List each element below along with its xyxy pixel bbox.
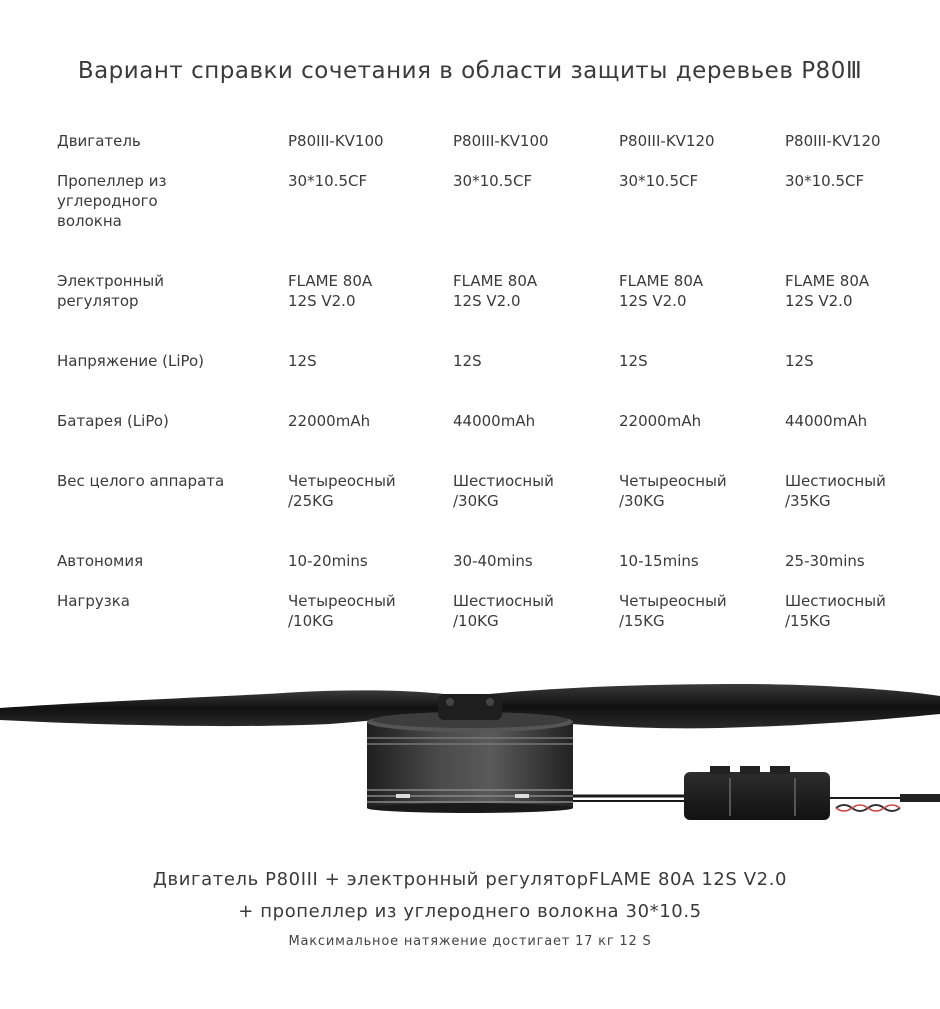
- table-cell: Четыреосный /30KG: [619, 472, 727, 510]
- table-cell: Четыреосный /25KG: [288, 472, 396, 510]
- table-cell: Шестиосный /10KG: [453, 592, 554, 630]
- table-cell: Четыреосный /15KG: [619, 592, 727, 630]
- table-cell: 12S: [619, 352, 648, 370]
- product-illustration: [0, 680, 940, 830]
- caption-line-3: Максимальное натяжение достигает 17 кг 12 S: [288, 934, 652, 949]
- row-label: Вес целого аппарата: [57, 472, 225, 490]
- row-label: Напряжение (LiPo): [57, 352, 205, 370]
- table-cell: Шестиосный /35KG: [785, 472, 886, 510]
- table-cell: 10-20mins: [288, 552, 368, 570]
- table-cell: P80III-KV120: [619, 132, 715, 150]
- table-cell: 30*10.5CF: [619, 172, 699, 190]
- table-cell: 44000mAh: [785, 412, 868, 430]
- product-image: [0, 680, 940, 830]
- caption-line-2: + пропеллер из углероднего волокна 30*10.5: [238, 901, 702, 922]
- table-cell: 30-40mins: [453, 552, 533, 570]
- page-title: Вариант справки сочетания в области защиты деревьев P80Ⅲ: [77, 58, 863, 84]
- row-label: Батарея (LiPo): [57, 412, 169, 430]
- row-label: Нагрузка: [57, 592, 130, 610]
- table-cell: 12S: [453, 352, 482, 370]
- table-cell: FLAME 80A 12S V2.0: [453, 272, 538, 310]
- table-cell: 22000mAh: [288, 412, 371, 430]
- row-label: Двигатель: [57, 132, 141, 150]
- table-cell: 25-30mins: [785, 552, 865, 570]
- table-cell: Четыреосный /10KG: [288, 592, 396, 630]
- table-cell: 30*10.5CF: [453, 172, 533, 190]
- table-cell: Шестиосный /15KG: [785, 592, 886, 630]
- table-cell: P80III-KV100: [288, 132, 384, 150]
- table-cell: 12S: [288, 352, 317, 370]
- table-cell: P80III-KV120: [785, 132, 881, 150]
- table-cell: 30*10.5CF: [288, 172, 368, 190]
- table-cell: 12S: [785, 352, 814, 370]
- table-cell: 22000mAh: [619, 412, 702, 430]
- esc-icon: [573, 766, 940, 820]
- caption-line-1: Двигатель P80III + электронный регуляторFLAME 80A 12S V2.0: [152, 869, 788, 890]
- table-cell: FLAME 80A 12S V2.0: [288, 272, 373, 310]
- table-cell: 30*10.5CF: [785, 172, 865, 190]
- table-cell: FLAME 80A 12S V2.0: [619, 272, 704, 310]
- row-label: Пропеллер из углеродного волокна: [57, 172, 167, 230]
- table-cell: 44000mAh: [453, 412, 536, 430]
- row-label: Автономия: [57, 552, 144, 570]
- table-cell: Шестиосный /30KG: [453, 472, 554, 510]
- table-cell: FLAME 80A 12S V2.0: [785, 272, 870, 310]
- row-label: Электронный регулятор: [57, 272, 164, 310]
- table-cell: 10-15mins: [619, 552, 699, 570]
- table-cell: P80III-KV100: [453, 132, 549, 150]
